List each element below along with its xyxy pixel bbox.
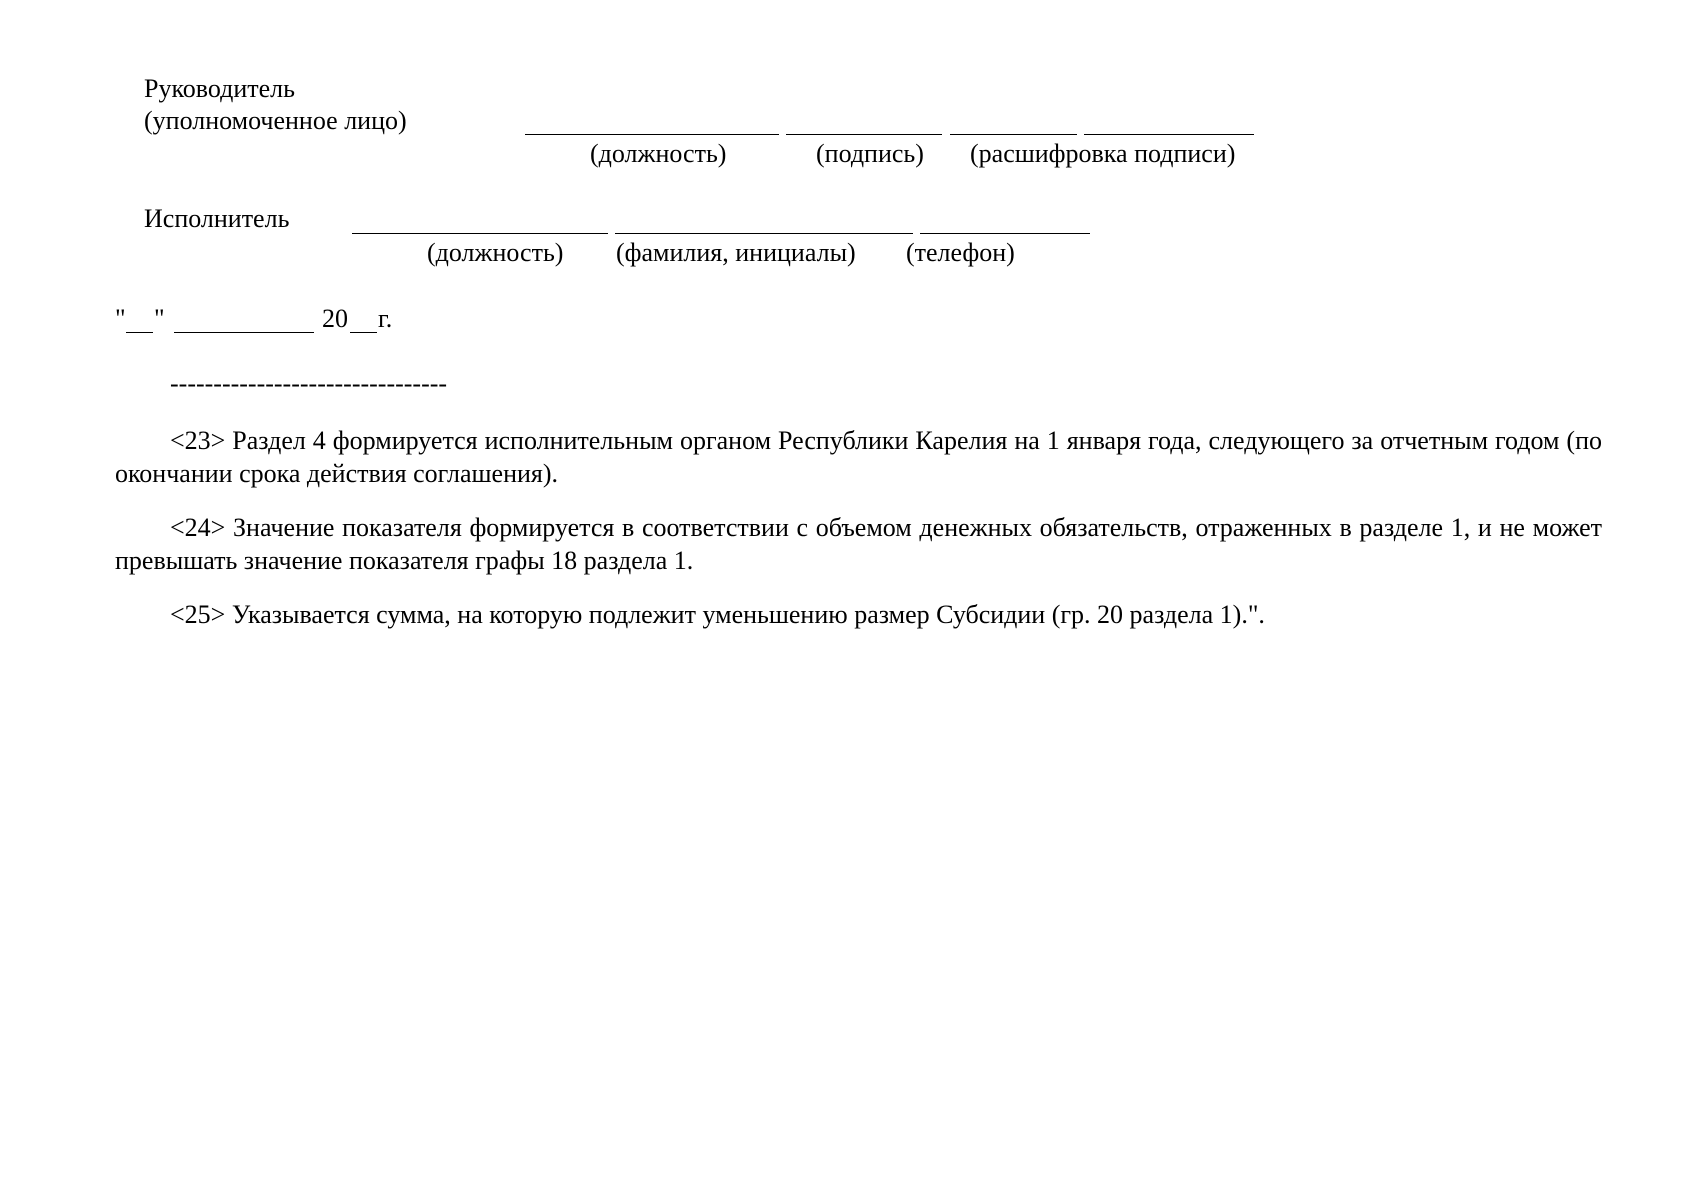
footnote-24: <24> Значение показателя формируется в соответствии с объемом денежных обязательств, отраженных в разделе 1, и не может превышать значение показателя графы 18 раздела 1. [115,513,1602,575]
head-position-line[interactable] [525,134,779,135]
date-year-prefix: 20 [322,304,348,333]
head-caption-position: (должность) [590,139,727,168]
date-day-line[interactable] [126,332,153,333]
date-month-line[interactable] [174,332,314,333]
head-label-line2: (уполномоченное лицо) [144,106,407,135]
head-label-line1: Руководитель [144,74,295,103]
executor-phone-line[interactable] [920,233,1090,234]
executor-name-line[interactable] [615,233,913,234]
executor-label: Исполнитель [144,204,290,233]
head-caption-signature: (подпись) [816,139,924,168]
executor-caption-phone: (телефон) [906,238,1015,267]
executor-position-line[interactable] [352,233,608,234]
footnote-separator: -------------------------------- [170,369,448,398]
footnote-25: <25> Указывается сумма, на которую подлежит уменьшению размер Субсидии (гр. 20 раздела 1).". [170,600,1265,629]
footnote-23: <23> Раздел 4 формируется исполнительным органом Республики Карелия на 1 января года, следующего за отчетным годом (по окончании срока действия соглашения). [115,426,1602,488]
executor-caption-position: (должность) [427,238,564,267]
head-signature-decode-line-b[interactable] [1084,134,1254,135]
head-signature-decode-line-a[interactable] [950,134,1077,135]
head-signature-line[interactable] [786,134,942,135]
date-quote-open: " [115,304,126,333]
executor-caption-name: (фамилия, инициалы) [616,238,856,267]
date-year-line[interactable] [350,332,377,333]
date-year-suffix: г. [378,304,393,333]
date-quote-close: " [154,304,165,333]
head-caption-signature-decode: (расшифровка подписи) [970,139,1236,168]
